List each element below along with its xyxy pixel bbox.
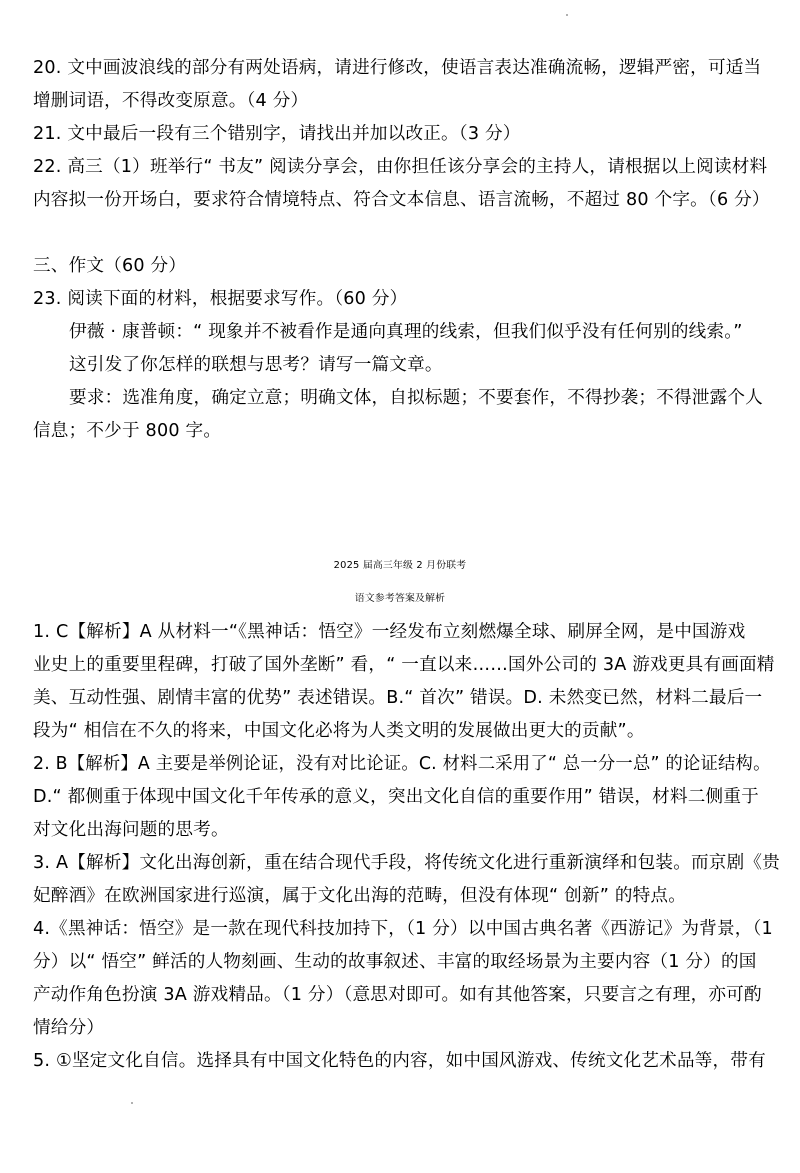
answer-4-line-3: 产动作角色扮演 3A 游戏精品。（1 分）（意思对即可。如有其他答案，只要言之有理，亦可酌 [33,985,762,1005]
question-22-line-2: 内容拟一份开场白，要求符合情境特点、符合文本信息、语言流畅，不超过 80 个字。（6 分） [33,190,770,210]
answer-1-line-4: 段为“ 相信在不久的将来，中国文化必将为人类文明的发展做出更大的贡献”。 [33,721,645,741]
answer-5-line-1: 5. ①坚定文化自信。选择具有中国文化特色的内容，如中国风游戏、传统文化艺术品等，带有 [33,1051,766,1071]
essay-prompt: 这引发了你怎样的联想与思考？请写一篇文章。 [69,355,443,375]
question-22-line-1: 22. 高三（1）班举行“ 书友” 阅读分享会，由你担任该分享会的主持人，请根据以上阅读材料 [33,157,768,177]
answer-3-line-1: 3. A【解析】文化出海创新，重在结合现代手段，将传统文化进行重新演绎和包装。而京剧《贵 [33,853,780,873]
answer-2-line-2: D.“ 都侧重于体现中国文化千年传承的意义，突出文化自信的重要作用” 错误，材料二侧重于 [33,787,759,807]
answer-4-line-4: 情给分） [33,1018,105,1038]
answer-4-line-2: 分）以“ 悟空” 鲜活的人物刻画、生动的故事叙述、丰富的取经场景为主要内容（1 分）的国 [33,952,757,972]
answer-1-line-1: 1. C【解析】A 从材料一“《黑神话：悟空》一经发布立刻燃爆全球、刷屏全网，是中国游戏 [33,622,746,642]
question-21: 21. 文中最后一段有三个错别字，请找出并加以改正。（3 分） [33,124,521,144]
essay-quote: 伊薇 · 康普顿：“ 现象并不被看作是通向真理的线索，但我们似乎没有任何别的线索。” [69,322,743,342]
section-3-heading: 三、作文（60 分） [33,256,187,276]
scan-speck [566,14,568,16]
answer-2-line-3: 对文化出海问题的思考。 [33,820,229,840]
question-23: 23. 阅读下面的材料，根据要求写作。（60 分） [33,289,408,309]
essay-requirement-line-2: 信息；不少于 800 字。 [33,421,222,441]
answer-2-line-1: 2. B【解析】A 主要是举例论证，没有对比论证。C. 材料二采用了“ 总一分一总” 的论证结构。 [33,754,771,774]
question-20-line-1: 20. 文中画波浪线的部分有两处语病，请进行修改，使语言表达准确流畅，逻辑严密，可适当 [33,58,762,78]
question-20-line-2: 增删词语，不得改变原意。（4 分） [33,91,309,111]
answers-title: 2025 届高三年级 2 月份联考 [333,560,467,571]
answer-1-line-3: 美、互动性强、剧情丰富的优势” 表述错误。B.“ 首次” 错误。D. 未然变已然，材料二最后一 [33,688,763,708]
scan-speck [131,1102,133,1104]
answer-3-line-2: 妃醉酒》在欧洲国家进行巡演，属于文化出海的范畴，但没有体现“ 创新” 的特点。 [33,886,686,906]
essay-requirement-line-1: 要求：选准角度，确定立意；明确文体，自拟标题；不要套作，不得抄袭；不得泄露个人 [69,388,763,408]
answers-subtitle: 语文参考答案及解析 [354,593,446,604]
answer-1-line-2: 业史上的重要里程碑，打破了国外垄断” 看，“ 一直以来……国外公司的 3A 游戏更具有画面精 [33,655,775,675]
answer-4-line-1: 4.《黑神话：悟空》是一款在现代科技加持下，（1 分）以中国古典名著《西游记》为背景，（1 [33,919,773,939]
